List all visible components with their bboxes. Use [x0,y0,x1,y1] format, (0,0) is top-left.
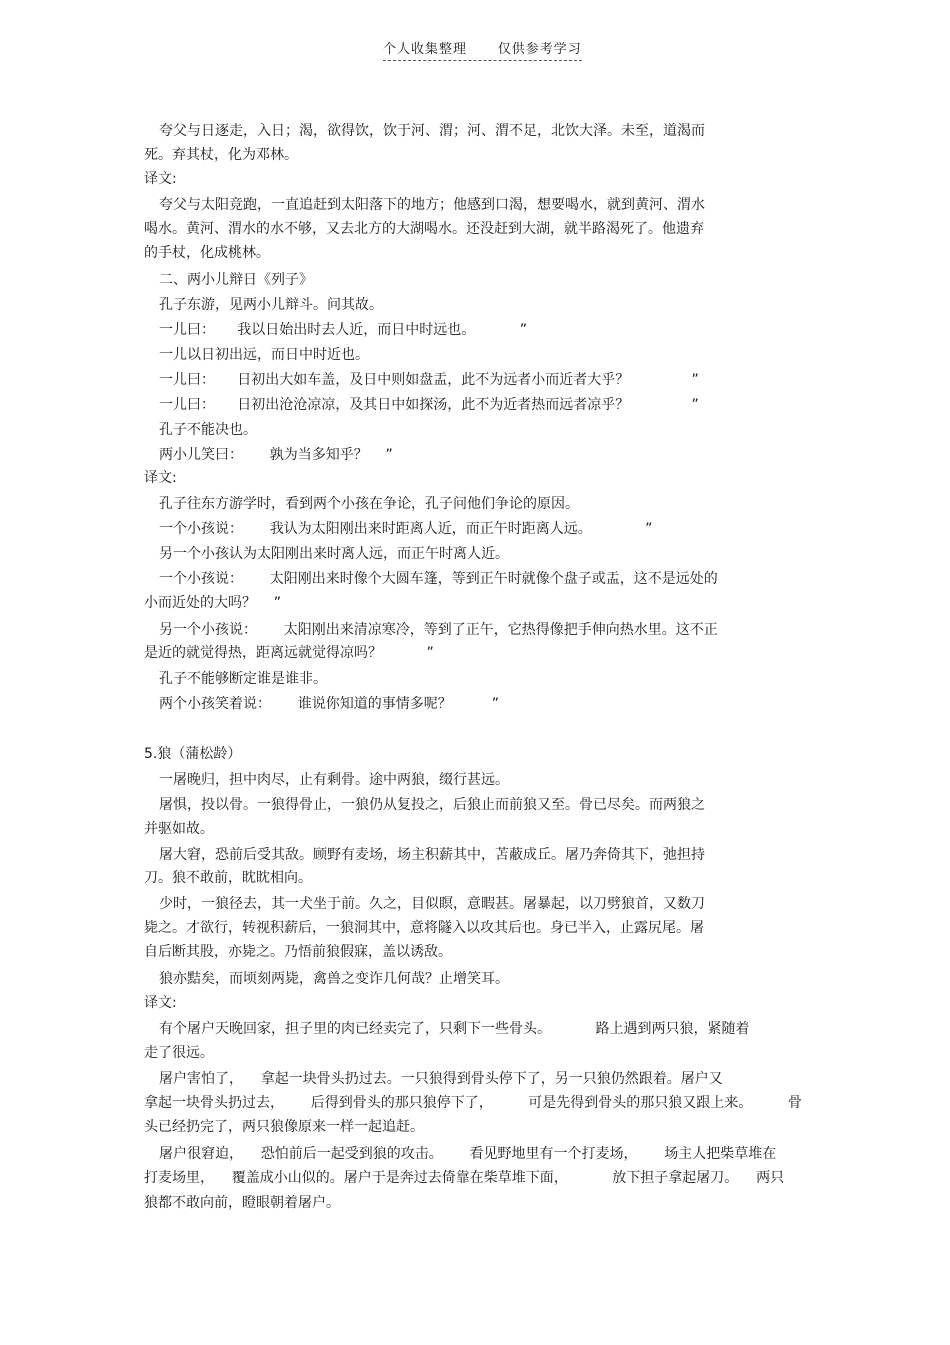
text-line: 孔子不能决也。 [159,422,257,438]
text-line: 喝水。黄河、渭水的水不够，又去北方的大湖喝水。还没赶到大湖，就半路渴死了。他遗弃 [144,221,704,237]
text-line: 一儿以日初出远，而日中时近也。 [159,347,369,363]
text-line: 一儿曰： 日初出沧沧凉凉，及其日中如探汤，此不为近者热而远者凉乎？ ” [159,397,699,413]
text-line: 是近的就觉得热，距离远就觉得凉吗？ ” [144,645,434,661]
text-line: 两小儿笑曰： 孰为当多知乎？ ” [159,447,393,463]
text-line: 屠大窘，恐前后受其敌。顾野有麦场，场主积薪其中，苫蔽成丘。屠乃奔倚其下，弛担持 [159,847,705,863]
translation-label: 译文: [144,470,177,486]
text-line: 狼都不敢向前，瞪眼朝着屠户。 [144,1195,340,1211]
text-line: 孔子不能够断定谁是谁非。 [159,671,327,687]
section-heading: 5.狼（蒲松龄） [144,746,242,762]
text-line: 打麦场里， 覆盖成小山似的。屠户于是奔过去倚靠在柴草堆下面， 放下担子拿起屠刀。 两只 [144,1170,785,1186]
text-line: 夸父与太阳竞跑，一直追赶到太阳落下的地方；他感到口渴，想要喝水，就到黄河、渭水 [159,197,705,213]
text-line: 刀。狼不敢前，眈眈相向。 [144,870,312,886]
page-header: 个人收集整理 仅供参考学习 [383,38,582,61]
text-line: 自后断其股，亦毙之。乃悟前狼假寐，盖以诱敌。 [144,944,452,960]
text-line: 毙之。才欲行，转视积薪后，一狼洞其中，意将隧入以攻其后也。身已半入，止露尻尾。屠 [144,920,704,936]
text-line: 少时，一狼径去，其一犬坐于前。久之，目似瞑，意暇甚。屠暴起，以刀劈狼首，又数刀 [159,896,705,912]
translation-label: 译文: [144,995,177,1011]
section-heading: 二、两小儿辩日《列子》 [159,272,313,288]
text-line: 头已经扔完了，两只狼像原来一样一起追赶。 [144,1119,424,1135]
text-line: 一个小孩说： 太阳刚出来时像个大圆车篷，等到正午时就像个盘子或盂，这不是远处的 [159,571,718,587]
text-line: 屠惧，投以骨。一狼得骨止，一狼仍从复投之，后狼止而前狼又至。骨已尽矣。而两狼之 [159,797,705,813]
text-line: 一屠晚归，担中肉尽，止有剩骨。途中两狼，缀行甚远。 [159,772,509,788]
text-line: 孔子往东方游学时，看到两个小孩在争论，孔子问他们争论的原因。 [159,496,579,512]
text-line: 走了很远。 [144,1045,214,1061]
text-line: 孔子东游，见两小儿辩斗。问其故。 [159,297,383,313]
text-line: 一儿曰： 我以日始出时去人近，而日中时远也。 ” [159,322,528,338]
text-line: 另一个小孩认为太阳刚出来时离人远，而正午时离人近。 [159,546,509,562]
translation-label: 译文: [144,171,177,187]
text-line: 夸父与日逐走，入日；渴，欲得饮，饮于河、渭；河、渭不足，北饮大泽。未至，道渴而 [159,123,705,139]
text-line: 屠户害怕了， 拿起一块骨头扔过去。一只狼得到骨头停下了，另一只狼仍然跟着。屠户又 [159,1071,723,1087]
text-line: 狼亦黠矣，而顷刻两毙，禽兽之变诈几何哉？止增笑耳。 [159,971,509,987]
text-line: 死。弃其杖，化为邓林。 [144,147,298,163]
text-line: 一个小孩说： 我认为太阳刚出来时距离人近，而正午时距离人远。 ” [159,521,653,537]
text-line: 两个小孩笑着说： 谁说你知道的事情多呢？ ” [159,696,500,712]
text-line: 有个屠户天晚回家，担子里的肉已经卖完了，只剩下一些骨头。 路上遇到两只狼，紧随着 [159,1021,750,1037]
text-line: 的手杖，化成桃林。 [144,245,270,261]
text-line: 拿起一块骨头扔过去， 后得到骨头的那只狼停下了， 可是先得到骨头的那只狼又跟上来。 骨 [144,1095,802,1111]
text-line: 另一个小孩说： 太阳刚出来清凉寒冷，等到了正午，它热得像把手伸向热水里。这不正 [159,622,718,638]
text-line: 一儿曰： 日初出大如车盖，及日中则如盘盂，此不为远者小而近者大乎？ ” [159,372,699,388]
text-line: 屠户很窘迫， 恐怕前后一起受到狼的攻击。 看见野地里有一个打麦场， 场主人把柴草堆在 [159,1146,777,1162]
text-line: 并驱如故。 [144,821,214,837]
text-line: 小而近处的大吗？ ” [144,595,282,611]
